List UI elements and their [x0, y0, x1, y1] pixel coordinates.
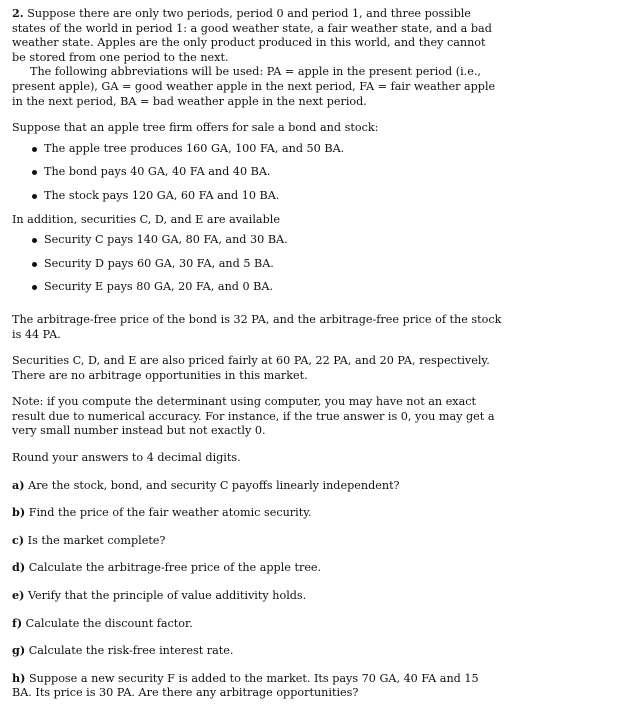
question-c: [12, 533, 502, 549]
question-d: [12, 560, 502, 576]
question-text: Find the price of the fair weather atomic security.: [28, 506, 312, 520]
question-text: Is the market complete?: [27, 533, 166, 547]
securities-prices-paragraph: Securities C, D, and E are also priced fairly at 60 PA, 22 PA, and 20 PA, respectively. There are no arbitrage opportunities in this market.: [12, 354, 490, 382]
question-label: d): [12, 560, 26, 575]
note-paragraph: Note: if you compute the determinant using computer, you may have not an exact result due to numerical accuracy. For instance, if the true answer is 0, you may get a very small number instead but not exactly 0.: [12, 395, 495, 438]
problem-intro: Suppose there are only two periods, period 0 and period 1, and three possible states of the world in period 1: a good weather state, a fair weather state, and a bad weather state. Apples are the only product produced in this world, and they cannot be stored from one period to the next.: [12, 7, 492, 64]
problem-document: [12, 6, 502, 701]
question-label: f): [12, 615, 23, 630]
question-label: b): [12, 505, 26, 520]
problem-number: 2.: [12, 6, 24, 20]
list-item: The apple tree produces 160 GA, 100 FA, and 50 BA.: [12, 142, 502, 157]
prices-paragraph: The arbitrage-free price of the bond is 32 PA, and the arbitrage-free price of the stock is 44 PA.: [12, 312, 502, 341]
question-label: a): [12, 477, 25, 492]
question-text: Calculate the risk-free interest rate.: [28, 644, 234, 658]
list-item: Security D pays 60 GA, 30 FA, and 5 BA.: [12, 257, 502, 272]
question-g: [12, 643, 502, 659]
question-b: [12, 505, 502, 521]
question-text: Calculate the arbitrage-free price of the apple tree.: [28, 561, 322, 575]
question-f: [12, 616, 502, 632]
firm-intro: Suppose that an apple tree firm offers for sale a bond and stock:: [12, 121, 379, 135]
question-text: Calculate the discount factor.: [25, 616, 193, 630]
list-item: The stock pays 120 GA, 60 FA and 10 BA.: [12, 189, 502, 204]
question-e: [12, 588, 502, 604]
list-item: The bond pays 40 GA, 40 FA and 40 BA.: [12, 165, 502, 180]
list-item: Security E pays 80 GA, 20 FA, and 0 BA.: [12, 280, 502, 295]
question-h: [12, 671, 502, 701]
question-label: g): [12, 643, 26, 658]
firm-list: [12, 142, 502, 204]
question-label: h): [12, 670, 26, 685]
abbreviations-paragraph: The following abbreviations will be used: PA = apple in the present period (i.e., present apple), GA = good weather apple in the next period, FA = fair weather apple in the next period, BA = bad weather apple in the next period.: [12, 65, 496, 108]
problem-intro-paragraph: [12, 6, 502, 65]
question-a: [12, 478, 502, 494]
rounding-instruction: Round your answers to 4 decimal digits.: [12, 451, 241, 465]
question-label: c): [12, 532, 25, 547]
securities-intro: In addition, securities C, D, and E are available: [12, 212, 280, 226]
question-text: Suppose a new security F is added to the market. Its pays 70 GA, 40 FA and 15 BA. Its price is 30 PA. Are there any arbitrage opportunities?: [12, 671, 479, 700]
list-item: Security C pays 140 GA, 80 FA, and 30 BA.: [12, 233, 502, 248]
question-text: Are the stock, bond, and security C payoffs linearly independent?: [28, 478, 400, 492]
securities-list: [12, 233, 502, 295]
question-text: Verify that the principle of value additivity holds.: [27, 589, 307, 603]
question-label: e): [12, 588, 25, 603]
